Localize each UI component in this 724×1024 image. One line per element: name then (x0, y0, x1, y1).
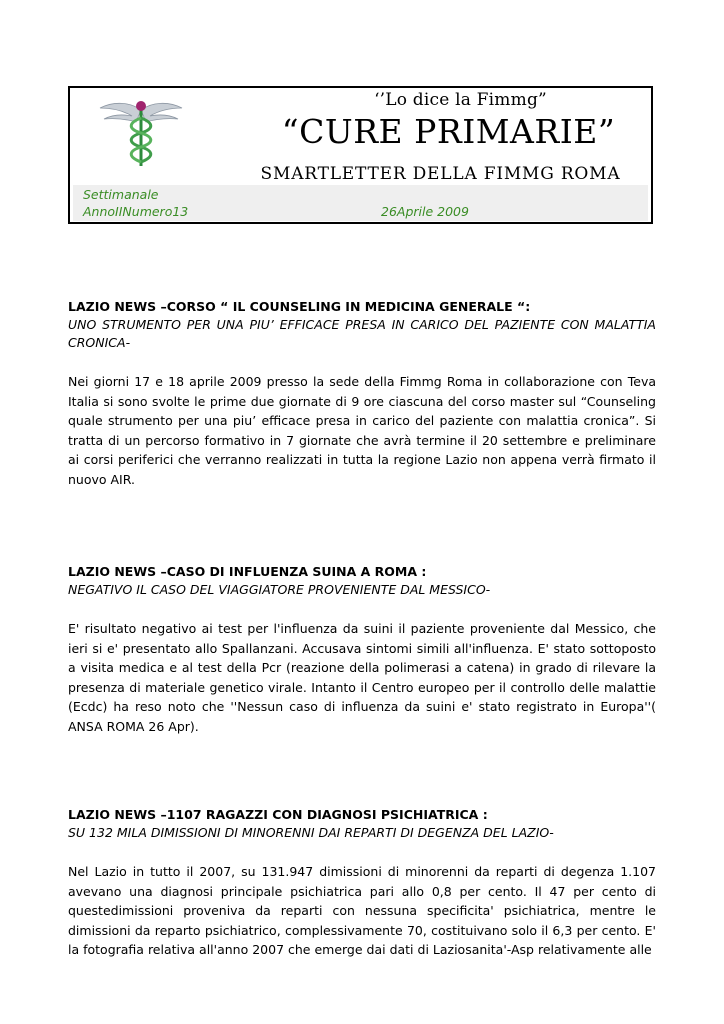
issue-date: 26Aprile 2009 (381, 204, 469, 219)
article-psichiatria (68, 806, 656, 960)
article-headline: LAZIO NEWS –CORSO “ IL COUNSELING IN MEDICINA GENERALE “: (68, 299, 531, 314)
article-headline: LAZIO NEWS –1107 RAGAZZI CON DIAGNOSI PSICHIATRICA : (68, 807, 488, 822)
masthead (68, 86, 653, 224)
caduceus-logo-icon (96, 96, 186, 168)
article-subheadline: UNO STRUMENTO PER UNA PIU’ EFFICACE PRESA IN CARICO DEL PAZIENTE CON MALATTIA CRONICA- (68, 317, 656, 350)
issue-info-band (73, 185, 648, 221)
periodicity-label: Settimanale (83, 187, 159, 202)
issue-number: AnnoIINumero13 (83, 204, 189, 219)
article-body: Nel Lazio in tutto il 2007, su 131.947 dimissioni di minorenni da reparti di degenza 1.107 avevano una diagnosi principale psichiatrica pari allo 0,8 per cento. Il 47 per cento di questedimissioni proveniva da reparti con nessuna specificita' psichiatrica, mentre le dimissioni da reparto psichiatrico, complessivamente 70, costituivano solo il 6,3 per cento. E' la fotografia relativa all'anno 2007 che emerge dai dati di Laziosanita'-Asp relativamente alle (68, 864, 656, 957)
article-subheadline: NEGATIVO IL CASO DEL VIAGGIATORE PROVENIENTE DAL MESSICO- (68, 582, 491, 597)
article-body: E' risultato negativo ai test per l'influenza da suini il paziente proveniente dal Messico, che ieri si e' presentato allo Spallanzani. Accusava sintomi simili all'influenza. E' stato sottoposto a visita medica e al test della Pcr (reazione della polimerasi a catena) in grado di rilevare la presenza di materiale genetico virale. Intanto il Centro europeo per il controllo delle malattie (Ecdc) ha reso noto che ''Nessun caso di influenza da suini e' stato registrato in Europa''( ANSA ROMA 26 Apr). (68, 621, 656, 734)
masthead-tagline: ‘’Lo dice la Fimmg” (374, 90, 547, 110)
newsletter-title: “CURE PRIMARIE” (281, 112, 616, 151)
article-body: Nei giorni 17 e 18 aprile 2009 presso la sede della Fimmg Roma in collaborazione con Teva Italia si sono svolte le prime due giornate di 9 ore ciascuna del corso master sul “Counseling quale strumento per una piu’ efficace presa in carico del paziente con malattia cronica”. Si tratta di un percorso formativo in 7 giornate che avrà termine il 20 settembre e preliminare ai corsi periferici che verranno realizzati in tutta la regione Lazio non appena verrà firmato il nuovo AIR. (68, 374, 656, 487)
article-subheadline: SU 132 MILA DIMISSIONI DI MINORENNI DAI REPARTI DI DEGENZA DEL LAZIO- (68, 825, 554, 840)
article-influenza (68, 563, 656, 736)
newsletter-subtitle: SMARTLETTER DELLA FIMMG ROMA (260, 164, 621, 184)
article-counseling (68, 298, 656, 489)
article-headline: LAZIO NEWS –CASO DI INFLUENZA SUINA A ROMA : (68, 564, 427, 579)
